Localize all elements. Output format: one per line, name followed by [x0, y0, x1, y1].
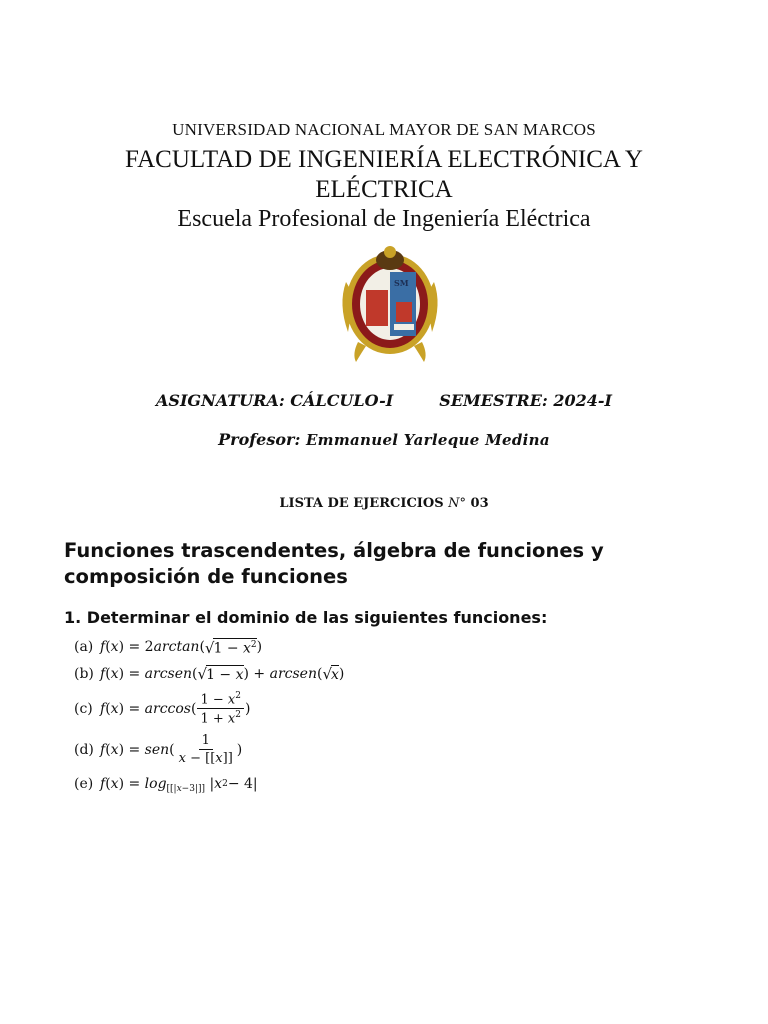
semester-label: SEMESTRE: 2024-I: [439, 391, 613, 410]
exercise-list-title: [0, 496, 768, 511]
item-label: (e): [74, 776, 94, 792]
faculty-line-1: FACULTAD DE INGENIERÍA ELECTRÓNICA Y: [125, 146, 643, 173]
item-label: (a): [74, 639, 94, 656]
item-label: (d): [74, 741, 94, 758]
item-label: (b): [74, 666, 94, 682]
question-1-heading: 1. Determinar el dominio de las siguientes funciones:: [64, 608, 548, 627]
list-number: 03: [470, 496, 489, 511]
exercise-item-a: [74, 638, 262, 657]
school-name: Escuela Profesional de Ingeniería Eléctrica: [177, 206, 591, 232]
university-name: UNIVERSIDAD NACIONAL MAYOR DE SAN MARCOS: [172, 120, 596, 139]
subject-label: ASIGNATURA: CÁLCULO-I: [155, 391, 394, 410]
course-info: [0, 391, 768, 410]
seal-text: SM: [394, 278, 409, 288]
list-number-symbol: N°: [448, 496, 466, 511]
formula-c: f ( x ) = arccos ( $\frac{1 - x^2}{1 + x^2}$ ): [100, 691, 251, 727]
formula-d: f ( x ) = sen ( $\frac{1}{x - [[x]]}$ ): [100, 733, 243, 766]
formula-b: f ( x ) = arcsen ( √ 1 − x ) + arcsen ( √ x ): [100, 665, 345, 683]
faculty-line-2: ELÉCTRICA: [315, 176, 453, 203]
professor-label: Profesor:: [218, 430, 301, 449]
exercise-item-d: [74, 733, 242, 766]
list-title-prefix: LISTA DE EJERCICIOS: [279, 496, 444, 511]
professor-name: Emmanuel Yarleque Medina: [305, 431, 550, 449]
formula-e: f ( x ) = log $_{[[| x-3|]]}$ | x 2 − 4|: [100, 776, 258, 794]
university-seal-icon: [338, 242, 442, 364]
faculty-name: [0, 145, 768, 205]
professor-line: [0, 430, 768, 449]
item-label: (c): [74, 700, 93, 717]
formula-a: f ( x ) = 2 arctan ( √ $1 - x^2$ ): [100, 638, 263, 657]
exercise-item-c: [74, 691, 250, 727]
topic-heading: Funciones trascendentes, álgebra de funciones y composición de funciones: [64, 539, 604, 588]
exercise-item-b: [74, 665, 344, 683]
exercise-item-e: [74, 776, 258, 792]
